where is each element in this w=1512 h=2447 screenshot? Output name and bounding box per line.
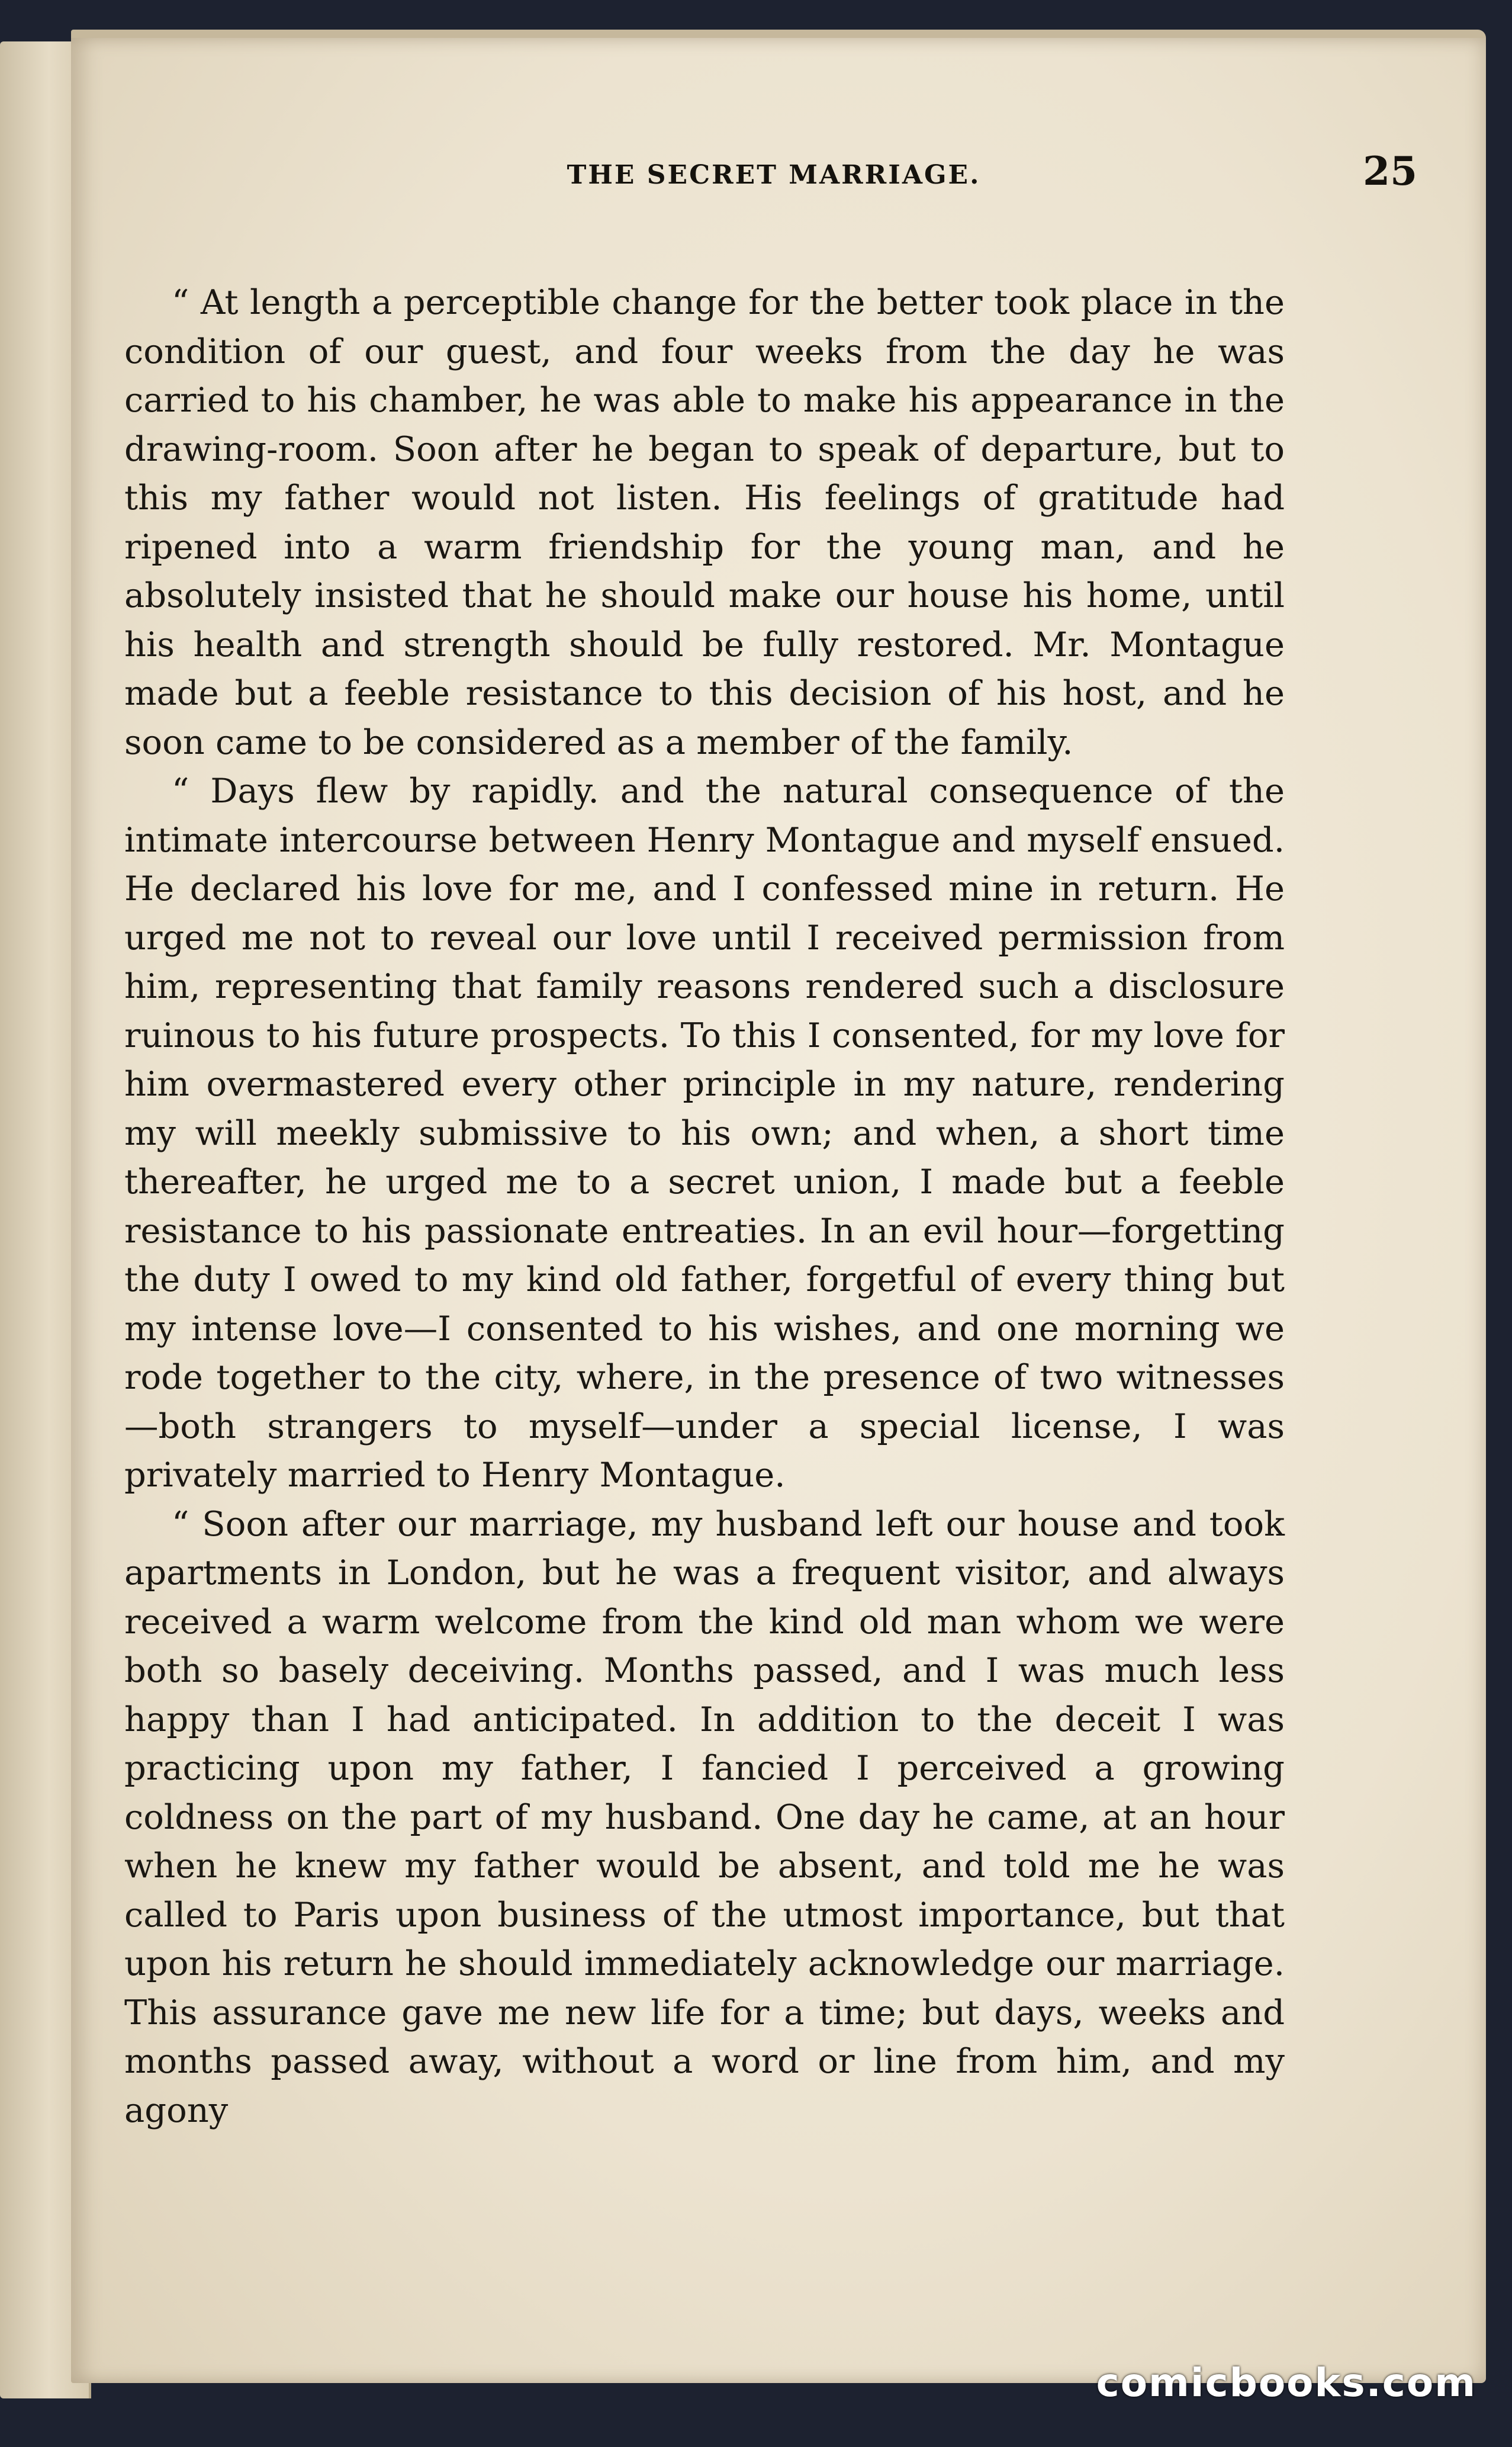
paragraph: “ At length a perceptible change for the better took place in the condition of our guest, and four weeks from the day he was carried to his chamber, he was able to make his appearance in the drawing-room. Soon after he began to speak of departure, but to this my father would not listen. His feelings of gratitude had ripened into a warm friendship for the young man, and he absolutely insisted that he should make our house his home, until his health and strength should be fully restored. Mr. Montague made but a feeble resistance to this decision of his host, and he soon came to be considered as a member of the family.	[124, 282, 1285, 762]
body-text	[124, 278, 1285, 2135]
watermark-text: comicbooks.com	[1096, 2360, 1476, 2406]
paragraph: “ Soon after our marriage, my husband left our house and took apartments in London, but he was a frequent visitor, and always received a warm welcome from the kind old man whom we were both so basely deceiving. Months passed, and I was much less happy than I had anticipated. In addition to the deceit I was practicing upon my father, I fancied I perceived a growing coldness on the part of my husband. One day he came, at an hour when he knew my father would be absent, and told me he was called to Paris upon business of the utmost importance, but that upon his return he should immediately acknowledge our marriage. This assurance gave me new life for a time; but days, weeks and months passed away, without a word or line from him, and my agony	[124, 1504, 1285, 2130]
running-head	[130, 148, 1417, 213]
page-number: 25	[1363, 148, 1417, 194]
running-title: THE SECRET MARRIAGE.	[567, 160, 981, 190]
paragraph: “ Days flew by rapidly. and the natural consequence of the intimate intercourse between Henry Montague and myself ensued. He declared his love for me, and I confessed mine in return. He urged me not to reveal our love until I received permission from him, representing that family reasons rendered such a disclosure ruinous to his future prospects. To this I consented, for my love for him overmastered every other principle in my nature, rendering my will meekly submissive to his own; and when, a short time thereafter, he urged me to a secret union, I made but a feeble resistance to his passionate entreaties. In an evil hour—forgetting the duty I owed to my kind old father, forgetful of every thing but my intense love—I consented to his wishes, and one morning we rode together to the city, where, in the presence of two witnesses—both strangers to myself—under a special license, I was privately married to Henry Montague.	[124, 771, 1285, 1495]
